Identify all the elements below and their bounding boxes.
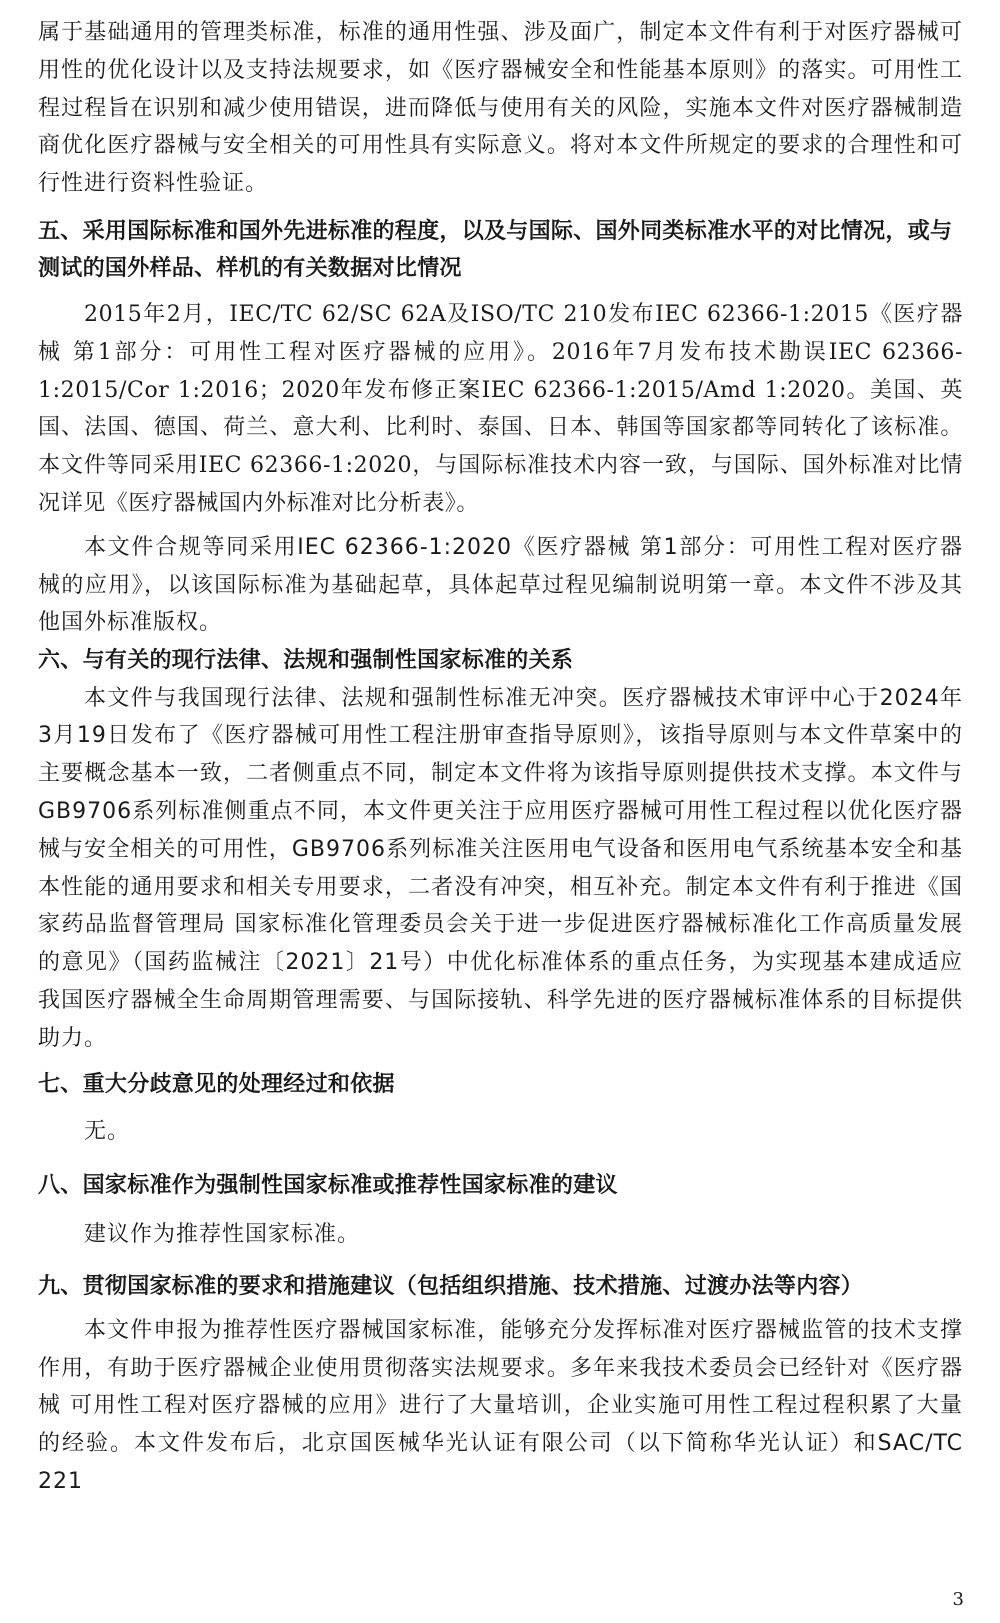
paragraph-implementation: 本文件申报为推荐性医疗器械国家标准，能够充分发挥标准对医疗器械监管的技术支撑作用，有助于医疗器械企业使用贯彻落实法规要求。多年来我技术委员会已经针对《医疗器械 可用性工程对医疗器械的应用》进行了大量培训，企业实施可用性工程过程积累了大量的经验。本文件发布后，北京国医械华光认证有限公司（以下简称华光认证）和SAC/TC 221 [38,1317,963,1494]
paragraph-none: 无。 [84,1119,131,1145]
paragraph-recommendation: 建议作为推荐性国家标准。 [84,1222,361,1248]
paragraph-law-relation: 本文件与我国现行法律、法规和强制性标准无冲突。医疗器械技术审评中心于2024年3月19日发布了《医疗器械可用性工程注册审查指导原则》，该指导原则与本文件草案中的主要概念基本一致，二者侧重点不同，制定本文件将为该指导原则提供技术支撑。本文件与GB9706系列标准侧重点不同，本文件更关注于应用医疗器械可用性工程过程以优化医疗器械与安全相关的可用性，GB9706系列标准关注医用电气设备和医用电气系统基本安全和基本性能的通用要求和相关专用要求，二者没有冲突，相互补充。制定本文件有利于推进《国家药品监督管理局 国家标准化管理委员会关于进一步促进医疗器械标准化工作高质量发展的意见》（国药监械注〔2021〕21号）中优化标准体系的重点任务，为实现基本建成适应我国医疗器械全生命周期管理需要、与国际接轨、科学先进的医疗器械标准体系的目标提供助力。 [38,685,963,1051]
paragraph-standards-history: 2015年2月，IEC/TC 62/SC 62A及ISO/TC 210发布IEC 62366-1:2015《医疗器械 第1部分：可用性工程对医疗器械的应用》。2016年7月发布技术勘误IEC 62366-1:2015/Cor 1:2016；2020年发布修正案IEC 62366-1:2015/Amd 1:2020。美国、英国、法国、德国、荷兰、意大利、比利时、泰国、日本、韩国等国家都等同转化了该标准。本文件等同采用IEC 62366-1:2020，与国际标准技术内容一致，与国际、国外标准对比情况详见《医疗器械国内外标准对比分析表》。 [38,301,963,516]
page-number: 3 [952,1589,964,1610]
section-heading-6: 六、与有关的现行法律、法规和强制性国家标准的关系 [38,648,574,674]
paragraph-adoption: 本文件合规等同采用IEC 62366-1:2020《医疗器械 第1部分：可用性工程对医疗器械的应用》，以该国际标准为基础起草，具体起草过程见编制说明第一章。本文件不涉及其他国外标准版权。 [38,534,963,636]
section-heading-5: 五、采用国际标准和国外先进标准的程度，以及与国际、国外同类标准水平的对比情况，或与测试的国外样品、样机的有关数据对比情况 [38,218,953,282]
section-heading-8: 八、国家标准作为强制性国家标准或推荐性国家标准的建议 [38,1172,618,1198]
section-heading-9: 九、贯彻国家标准的要求和措施建议（包括组织措施、技术措施、过渡办法等内容） [38,1274,864,1300]
document-page [38,14,963,1501]
paragraph-intro: 属于基础通用的管理类标准，标准的通用性强、涉及面广，制定本文件有利于对医疗器械可用性的优化设计以及支持法规要求，如《医疗器械安全和性能基本原则》的落实。可用性工程过程旨在识别和减少使用错误，进而降低与使用有关的风险，实施本文件对医疗器械制造商优化医疗器械与安全相关的可用性具有实际意义。将对本文件所规定的要求的合理性和可行性进行资料性验证。 [38,20,963,197]
section-heading-7: 七、重大分歧意见的处理经过和依据 [38,1071,395,1097]
